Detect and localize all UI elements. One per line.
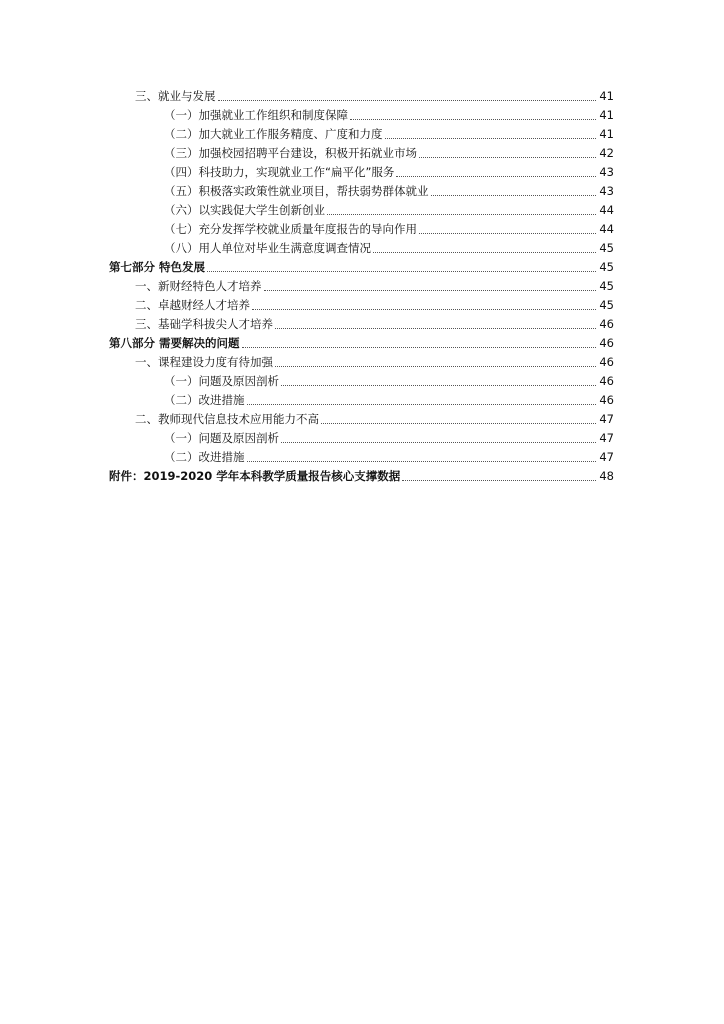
toc-entry[interactable] — [109, 182, 614, 201]
toc-entry[interactable] — [109, 87, 614, 106]
toc-entry[interactable] — [109, 448, 614, 467]
toc-entry[interactable] — [109, 277, 614, 296]
toc-entry-title: （一）问题及原因剖析 — [164, 431, 279, 445]
toc-entry-title: （一）问题及原因剖析 — [164, 374, 279, 388]
toc-entry-title: 第八部分 需要解决的问题 — [109, 336, 240, 350]
dot-leader — [281, 442, 596, 443]
toc-entry-title: （二）改进措施 — [164, 450, 245, 464]
toc-entry[interactable] — [109, 296, 614, 315]
toc-page-number: 47 — [599, 450, 614, 464]
toc-entry-title: 附件：2019-2020 学年本科教学质量报告核心支撑数据 — [109, 469, 401, 483]
toc-entry-title: （六）以实践促大学生创新创业 — [164, 203, 325, 217]
toc-page-number: 45 — [599, 241, 614, 255]
toc-entry[interactable] — [109, 410, 614, 429]
toc-entry-title: （八）用人单位对毕业生满意度调查情况 — [164, 241, 371, 255]
toc-entry[interactable] — [109, 144, 614, 163]
toc-entry[interactable] — [109, 239, 614, 258]
toc-page-number: 48 — [599, 469, 614, 483]
toc-page-number: 46 — [599, 374, 614, 388]
dot-leader — [396, 176, 596, 177]
toc-page-number: 45 — [599, 260, 614, 274]
toc-entry[interactable] — [109, 391, 614, 410]
toc-entry[interactable] — [109, 334, 614, 353]
toc-page-number: 42 — [599, 146, 614, 160]
dot-leader — [247, 404, 597, 405]
dot-leader — [207, 271, 596, 272]
toc-entry[interactable] — [109, 429, 614, 448]
dot-leader — [275, 328, 596, 329]
toc-page-number: 44 — [599, 222, 614, 236]
toc-entry[interactable] — [109, 467, 614, 486]
toc-page-number: 46 — [599, 393, 614, 407]
toc-entry[interactable] — [109, 106, 614, 125]
toc-entry-title: （七）充分发挥学校就业质量年度报告的导向作用 — [164, 222, 417, 236]
toc-entry-title: 第七部分 特色发展 — [109, 260, 206, 274]
toc-page-number: 46 — [599, 317, 614, 331]
dot-leader — [402, 480, 596, 481]
table-of-contents — [109, 87, 614, 486]
toc-entry-title: （二）改进措施 — [164, 393, 245, 407]
toc-entry-title: 一、新财经特色人才培养 — [135, 279, 262, 293]
toc-entry[interactable] — [109, 315, 614, 334]
toc-entry[interactable] — [109, 372, 614, 391]
toc-page-number: 41 — [599, 108, 614, 122]
dot-leader — [275, 366, 596, 367]
dot-leader — [264, 290, 597, 291]
toc-entry[interactable] — [109, 201, 614, 220]
toc-page-number: 46 — [599, 336, 614, 350]
dot-leader — [247, 461, 597, 462]
toc-entry-title: （三）加强校园招聘平台建设，积极开拓就业市场 — [164, 146, 417, 160]
toc-page-number: 41 — [599, 127, 614, 141]
dot-leader — [327, 214, 596, 215]
dot-leader — [419, 157, 596, 158]
toc-entry-title: 一、课程建设力度有待加强 — [135, 355, 273, 369]
toc-page-number: 47 — [599, 431, 614, 445]
dot-leader — [431, 195, 597, 196]
dot-leader — [350, 119, 596, 120]
toc-page-number: 47 — [599, 412, 614, 426]
dot-leader — [252, 309, 596, 310]
toc-entry[interactable] — [109, 163, 614, 182]
toc-entry[interactable] — [109, 125, 614, 144]
toc-entry-title: 二、教师现代信息技术应用能力不高 — [135, 412, 319, 426]
dot-leader — [218, 100, 597, 101]
toc-entry-title: （四）科技助力，实现就业工作“扁平化”服务 — [164, 165, 395, 179]
toc-page-number: 44 — [599, 203, 614, 217]
dot-leader — [242, 347, 596, 348]
toc-page-number: 45 — [599, 298, 614, 312]
dot-leader — [373, 252, 596, 253]
toc-page-number: 46 — [599, 355, 614, 369]
toc-page-number: 45 — [599, 279, 614, 293]
toc-entry-title: （一）加强就业工作组织和制度保障 — [164, 108, 348, 122]
dot-leader — [281, 385, 596, 386]
toc-entry-title: 三、基础学科拔尖人才培养 — [135, 317, 273, 331]
toc-entry-title: （五）积极落实政策性就业项目，帮扶弱势群体就业 — [164, 184, 429, 198]
dot-leader — [385, 138, 597, 139]
dot-leader — [419, 233, 596, 234]
toc-page-number: 43 — [599, 165, 614, 179]
toc-entry[interactable] — [109, 220, 614, 239]
toc-entry[interactable] — [109, 258, 614, 277]
toc-page-number: 43 — [599, 184, 614, 198]
toc-entry-title: （二）加大就业工作服务精度、广度和力度 — [164, 127, 383, 141]
toc-entry-title: 二、卓越财经人才培养 — [135, 298, 250, 312]
toc-entry-title: 三、就业与发展 — [135, 89, 216, 103]
dot-leader — [321, 423, 596, 424]
toc-entry[interactable] — [109, 353, 614, 372]
toc-page-number: 41 — [599, 89, 614, 103]
